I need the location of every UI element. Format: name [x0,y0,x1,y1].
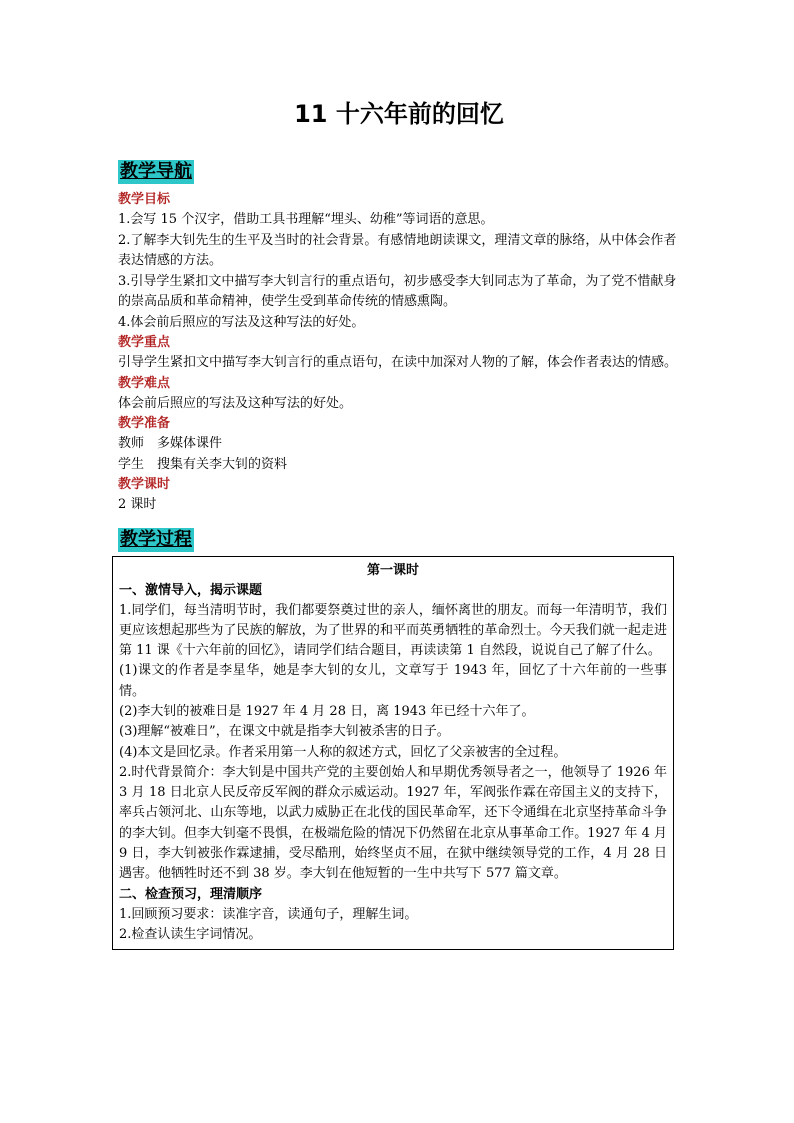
page-title: 11 十六年前的回忆 [294,100,504,128]
section-item: (3)理解“被难日”，在课文中就是指李大钊被杀害的日子。 [119,724,450,740]
goal-item: 2.了解李大钊先生的生平及当时的社会背景。有感情地朗读课文，理清文章的脉络，从中体会作者表达情感的方法。 [118,232,677,268]
key-points-text: 引导学生紧扣文中描写李大钊言行的重点语句，在读中加深对人物的了解，体会作者表达的情感。 [118,355,678,370]
preparation-teacher: 教师 多媒体课件 [118,436,223,451]
key-points-heading: 教学重点 [118,335,171,350]
difficulties-text: 体会前后照应的写法及这种写法的好处。 [118,395,353,411]
teaching-process-banner: 教学过程 [120,528,192,550]
section-item: (2)李大钊的被难日是 1927 年 4 月 28 日，离 1943 年已经十六年了。 [119,703,535,719]
preparation-student: 学生 搜集有关李大钊的资料 [118,456,288,472]
preparation-heading: 教学准备 [118,416,171,431]
hours-heading: 教学课时 [118,477,171,492]
lesson-title: 第一课时 [366,562,419,578]
goal-item: 3.引导学生紧扣文中描写李大钊言行的重点语句，初步感受李大钊同志为了革命，为了党不惜献身的崇高品质和革命精神，使学生受到革命传统的情感熏陶。 [118,273,677,309]
section-item: (1)课文的作者是李星华，她是李大钊的女儿，文章写于 1943 年，回忆了十六年前的一些事情。 [119,663,667,699]
teaching-navigation-banner: 教学导航 [120,161,192,182]
section-item: 1.回顾预习要求：读准字音，读通句子，理解生词。 [119,906,418,922]
section-heading: 二、检查预习，理清顺序 [119,886,263,902]
hours-text: 2 课时 [118,497,157,512]
goal-item: 1.会写 15 个汉字，借助工具书理解“埋头、幼稚”等词语的意思。 [118,212,494,227]
section-item: 2.时代背景简介：李大钊是中国共产党的主要创始人和早期优秀领导者之一，他领导了 1926 年 3 月 18 日北京人民反帝反军阀的群众示威运动。1927 年，军阀张作霖在帝国主义的支持下，率兵占领河北、山东等地，以武力威胁正在北伐的国民革命军，还下令通缉在北京坚持革命斗争的李大钊。但李大钊毫不畏惧，在极端危险的情况下仍然留在北京从事革命工作。1927 年 4 月 9 日，李大钊被张作霖逮捕，受尽酷刑，始终坚贞不屈，在狱中继续领导党的工作，4 月 28 日遇害。他牺牲时还不到 38 岁。李大钊在他短暂的一生中共写下 577 篇文章。 [119,764,667,882]
section-item: 1.同学们，每当清明节时，我们都要祭奠过世的亲人，缅怀离世的朋友。而每一年清明节，我们更应该想起那些为了民族的解放，为了世界的和平而英勇牺牲的革命烈士。今天我们就一起走进第 11 课《十六年前的回忆》，请同学们结合题目，再读读第 1 自然段，说说自己了解了什么。 [119,602,667,659]
goals-heading: 教学目标 [118,192,171,207]
section-item: (4)本文是回忆录。作者采用第一人称的叙述方式，回忆了父亲被害的全过程。 [119,744,567,760]
difficulties-heading: 教学难点 [118,375,171,391]
document-page [118,96,680,950]
lesson-box [112,556,674,951]
section-heading: 一、激情导入，揭示课题 [119,582,263,598]
section-item: 2.检查认读生字词情况。 [119,926,262,942]
goal-item: 4.体会前后照应的写法及这种写法的好处。 [118,314,365,330]
